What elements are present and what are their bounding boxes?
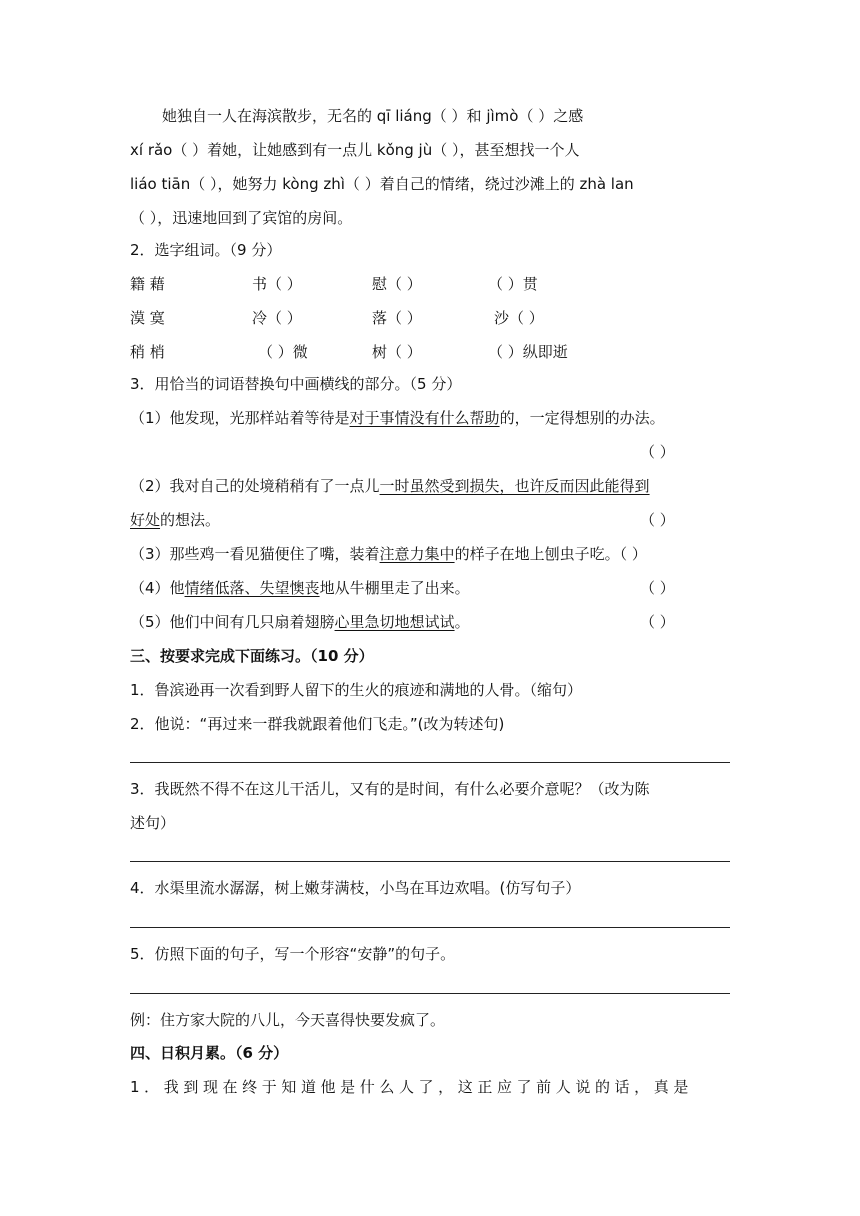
q3-sentence-3 [130, 544, 647, 564]
q3-s2-underlined-cont: 好处 [130, 511, 161, 529]
sec3-example: 例：住方家大院的八儿，今天喜得快要发疯了。 [130, 1011, 446, 1029]
q2-row2-a: 冷（ ） [252, 309, 302, 327]
sec3-q3-line2: 述句） [130, 814, 176, 832]
answer-line-3[interactable] [130, 927, 730, 928]
q3-s5-answer-paren: （ ） [640, 613, 675, 631]
section-3-title: 三、按要求完成下面练习。（10 分） [130, 647, 374, 665]
q3-s2-pre: （2）我对自己的处境稍稍有了一点儿 [130, 477, 380, 495]
answer-line-4[interactable] [130, 993, 730, 994]
passage-line-3: liáo tiān（ ），她努力 kòng zhì（ ）着自己的情绪，绕过沙滩上的 zhà lan [130, 175, 634, 193]
q3-title: 3．用恰当的词语替换句中画横线的部分。（5 分） [130, 375, 462, 393]
q3-s3-pre: （3）那些鸡一看见猫便住了嘴，装着 [130, 545, 380, 563]
q2-row3-c: （ ）纵即逝 [488, 343, 568, 361]
q2-row1-chars: 籍 藉 [130, 275, 165, 293]
sec3-q2: 2．他说：“再过来一群我就跟着他们飞走。”(改为转述句) [130, 715, 505, 733]
answer-line-1[interactable] [130, 762, 730, 763]
sec3-q1: 1．鲁滨逊再一次看到野人留下的生火的痕迹和满地的人骨。（缩句） [130, 681, 583, 699]
passage-line-2: xí rǎo（ ）着她，让她感到有一点儿 kǒng jù（ ），甚至想找一个人 [130, 141, 580, 159]
q3-s5-post: 。 [454, 613, 470, 631]
q3-sentence-1 [130, 408, 665, 428]
sec3-q3-line1: 3．我既然不得不在这儿干活儿，又有的是时间，有什么必要介意呢？（改为陈 [130, 780, 650, 798]
q3-s1-underlined: 对于事情没有什么帮助 [349, 409, 500, 427]
q2-row3-chars: 稍 梢 [130, 343, 165, 361]
q3-s4-underlined: 情绪低落、失望懊丧 [184, 579, 320, 597]
q2-title: 2．选字组词。（9 分） [130, 241, 282, 259]
q3-s4-answer-paren: （ ） [640, 579, 675, 597]
q3-s4-pre: （4）他 [130, 579, 185, 597]
q3-s5-pre: （5）他们中间有几只扇着翅膀 [130, 613, 335, 631]
q2-row1-c: （ ）贯 [488, 275, 538, 293]
answer-line-2[interactable] [130, 861, 730, 862]
sec3-q4: 4．水渠里流水潺潺，树上嫩芽满枝，小鸟在耳边欢唱。(仿写句子） [130, 879, 581, 897]
q3-s1-answer-paren: （ ） [640, 443, 675, 461]
passage-line-4: （ ），迅速地回到了宾馆的房间。 [130, 209, 353, 227]
q2-row2-chars: 漠 寞 [130, 309, 165, 327]
q3-s5-underlined: 心里急切地想试试 [334, 613, 455, 631]
q3-s3-post: 的样子在地上刨虫子吃。（ ） [454, 545, 647, 563]
q3-s4-post: 地从牛棚里走了出来。 [319, 579, 470, 597]
passage-line-1: 她独自一人在海滨散步，无名的 qī liáng（ ）和 jìmò（ ）之感 [162, 107, 584, 125]
q3-s1-post: 的，一定得想别的办法。 [499, 409, 665, 427]
section-4-title: 四、日积月累。（6 分） [130, 1044, 289, 1062]
q2-row2-c: 沙（ ） [494, 309, 544, 327]
q3-s2-underlined: 一时虽然受到损失，也许反而因此能得到 [379, 477, 650, 495]
q2-row2-b: 落（ ） [372, 309, 422, 327]
q3-s3-underlined: 注意力集中 [379, 545, 455, 563]
q2-row3-b: 树（ ） [372, 343, 422, 361]
q3-sentence-4 [130, 578, 470, 598]
sec4-q1: 1．我到现在终于知道他是什么人了，这正应了前人说的话，真是 [130, 1078, 693, 1096]
q2-row1-b: 慰（ ） [372, 275, 422, 293]
q3-s1-pre: （1）他发现，光那样站着等待是 [130, 409, 350, 427]
q3-sentence-2 [130, 476, 650, 496]
q2-row3-a: （ ）微 [258, 343, 308, 361]
q3-sentence-2-cont [130, 510, 220, 530]
q3-sentence-5 [130, 612, 470, 632]
q2-row1-a: 书（ ） [252, 275, 302, 293]
q3-s2-answer-paren: （ ） [640, 511, 675, 529]
q3-s2-post: 的想法。 [160, 511, 221, 529]
sec3-q5: 5．仿照下面的句子，写一个形容“安静”的句子。 [130, 945, 456, 963]
